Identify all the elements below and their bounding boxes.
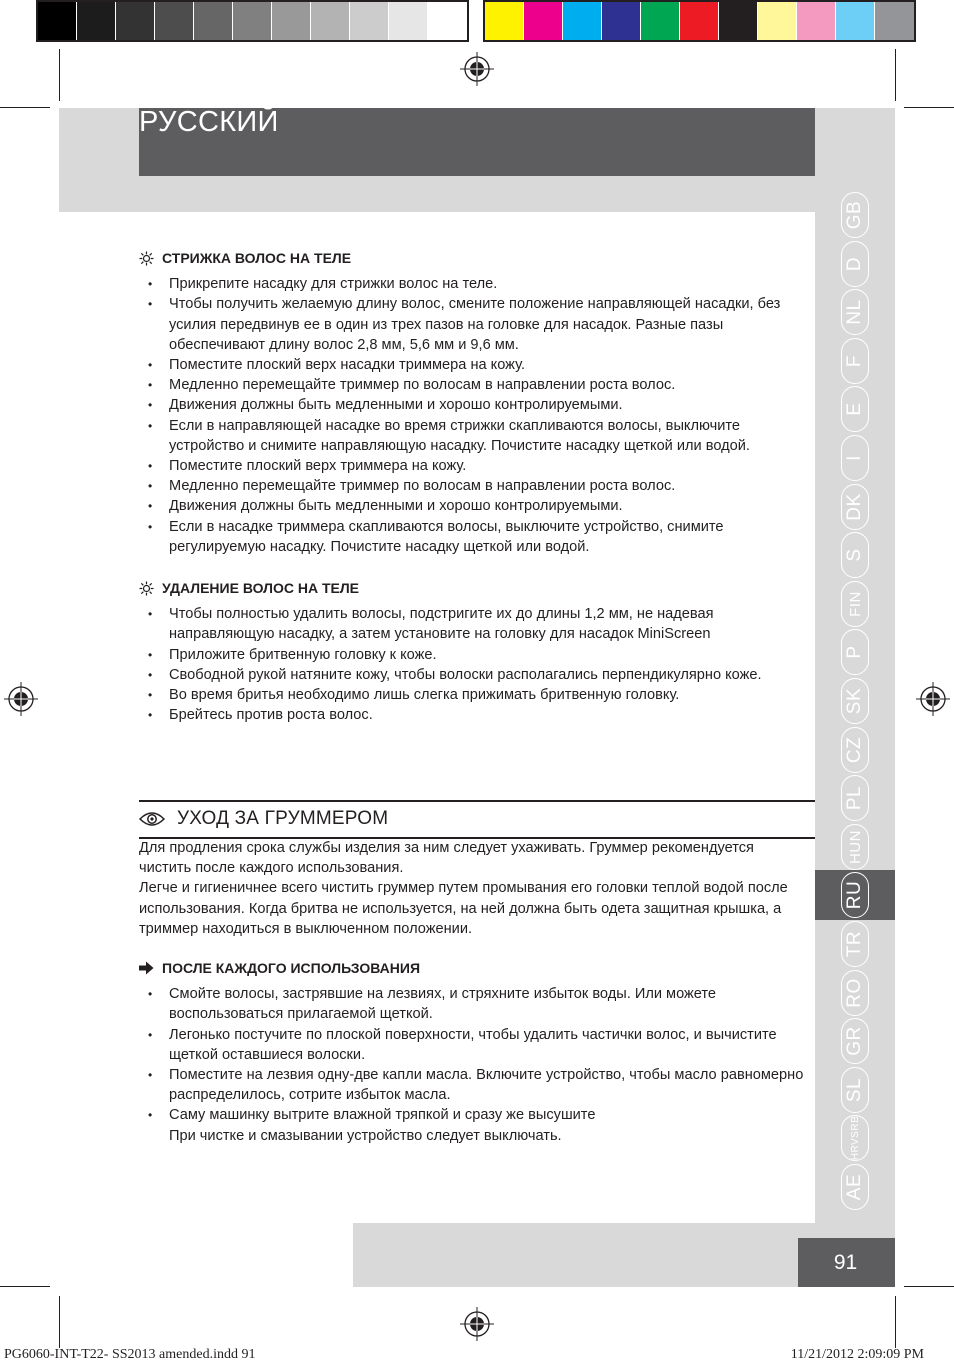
color-swatch bbox=[641, 2, 680, 40]
language-tab-dk[interactable] bbox=[815, 482, 895, 532]
list-item: • Поместите плоский верх насадки триммера на кожу. bbox=[139, 355, 807, 375]
list-item: • Легонько постучите по плоской поверхности, чтобы удалить частички волос, и вычистите щеткой оставшиеся волоски. bbox=[139, 1025, 807, 1065]
language-tab-label: S bbox=[841, 532, 869, 578]
list-item: • Поместите плоский верх триммера на кожу. bbox=[139, 456, 807, 476]
language-tab-label: CZ bbox=[841, 727, 869, 773]
language-tab-f[interactable] bbox=[815, 336, 895, 386]
divider bbox=[139, 800, 815, 802]
language-tab-hrv-srb[interactable] bbox=[815, 1113, 895, 1163]
after-use-section bbox=[139, 958, 807, 1146]
color-swatch bbox=[272, 2, 311, 40]
color-swatch bbox=[875, 2, 914, 40]
registration-mark-icon bbox=[460, 1307, 494, 1341]
language-tab-label: PL bbox=[841, 775, 869, 821]
language-tab-label: RO bbox=[841, 970, 869, 1016]
language-tab-nl[interactable] bbox=[815, 287, 895, 337]
language-tab-label: SK bbox=[841, 678, 869, 724]
list-item: • Саму машинку вытрите влажной тряпкой и сразу же высушите bbox=[139, 1105, 807, 1125]
list-item: • Если в направляющей насадке во время стрижки скапливаются волосы, выключите устройство и снимите направляющую насадку. Почистите насадку щеткой или водой. bbox=[139, 416, 807, 456]
list-item: • Движения должны быть медленными и хорошо контролируемыми. bbox=[139, 395, 807, 415]
language-tab-ru[interactable] bbox=[815, 870, 895, 920]
color-swatch bbox=[194, 2, 233, 40]
crop-mark bbox=[895, 49, 896, 101]
care-heading bbox=[139, 808, 388, 830]
timestamp: 11/21/2012 2:09:09 PM bbox=[790, 1347, 924, 1362]
language-tab-hun[interactable] bbox=[815, 822, 895, 872]
language-tab-d[interactable] bbox=[815, 239, 895, 289]
sun-icon bbox=[139, 251, 154, 266]
language-tab-label: FIN bbox=[841, 581, 869, 627]
color-swatch bbox=[563, 2, 602, 40]
language-tab-label: GR bbox=[841, 1018, 869, 1064]
grayscale-color-bar bbox=[36, 0, 469, 42]
language-tab-label: HUN bbox=[841, 824, 869, 870]
language-tab-label: I bbox=[841, 435, 869, 481]
color-swatch bbox=[350, 2, 389, 40]
list-item: • Свободной рукой натяните кожу, чтобы волоски располагались перпендикулярно коже. bbox=[139, 665, 807, 685]
bullet-list bbox=[139, 984, 807, 1125]
color-swatch bbox=[758, 2, 797, 40]
section-heading bbox=[139, 578, 807, 598]
color-swatch bbox=[77, 2, 116, 40]
crop-mark bbox=[0, 1286, 50, 1287]
language-tab-label: HRV SRB bbox=[841, 1115, 869, 1161]
care-heading-text: УХОД ЗА ГРУММЕРОМ bbox=[177, 808, 389, 829]
language-tab-sk[interactable] bbox=[815, 676, 895, 726]
section-heading-text: ПОСЛЕ КАЖДОГО ИСПОЛЬЗОВАНИЯ bbox=[162, 960, 421, 976]
language-tab-p[interactable] bbox=[815, 627, 895, 677]
crop-mark bbox=[895, 1296, 896, 1348]
list-item: • Приложите бритвенную головку к коже. bbox=[139, 645, 807, 665]
language-tab-label: F bbox=[841, 338, 869, 384]
section-heading bbox=[139, 958, 807, 978]
section-heading bbox=[139, 248, 807, 268]
registration-mark-icon bbox=[4, 682, 38, 716]
process-color-bar bbox=[483, 0, 916, 42]
bullet-list bbox=[139, 274, 807, 557]
color-swatch bbox=[389, 2, 428, 40]
language-tab-tr[interactable] bbox=[815, 919, 895, 969]
color-swatch bbox=[797, 2, 836, 40]
paragraph: Легче и гигиеничнее всего чистить груммер путем промывания его головки теплой водой после использования. Когда бритва не используется, на ней должна быть одета защитная крышка, а триммер находиться в выключенном положении. bbox=[139, 880, 788, 937]
section-heading-text: УДАЛЕНИЕ ВОЛОС НА ТЕЛЕ bbox=[162, 580, 359, 597]
language-tab-s[interactable] bbox=[815, 530, 895, 580]
language-tab-fin[interactable] bbox=[815, 579, 895, 629]
language-tab-label: GB bbox=[841, 192, 869, 238]
section-heading-text: СТРИЖКА ВОЛОС НА ТЕЛЕ bbox=[162, 250, 352, 266]
list-item: • Смойте волосы, застрявшие на лезвиях, и стряхните избыток воды. Или можете воспользоваться прилагаемой щеткой. bbox=[139, 984, 807, 1024]
page-title: РУССКИЙ bbox=[139, 106, 279, 138]
language-tab-ro[interactable] bbox=[815, 968, 895, 1018]
list-item: • Чтобы полностью удалить волосы, подстригите их до длины 1,2 мм, не надевая направляющую насадку, а затем установите на головку для насадок MiniScreen bbox=[139, 604, 807, 644]
registration-mark-icon bbox=[916, 682, 950, 716]
arrow-right-icon bbox=[139, 961, 154, 975]
language-tab-e[interactable] bbox=[815, 384, 895, 434]
list-item: • Прикрепите насадку для стрижки волос на теле. bbox=[139, 274, 807, 294]
language-tab-i[interactable] bbox=[815, 433, 895, 483]
registration-mark-icon bbox=[460, 52, 494, 86]
crop-mark bbox=[0, 107, 50, 108]
language-tab-ae[interactable] bbox=[815, 1162, 895, 1212]
note: При чистке и смазывании устройство следует выключать. bbox=[169, 1127, 562, 1144]
file-info: PG6060-INT-T22- SS2013 amended.indd 91 bbox=[4, 1347, 256, 1362]
language-tab-gr[interactable] bbox=[815, 1016, 895, 1066]
list-item: • Медленно перемещайте триммер по волосам в направлении роста волос. bbox=[139, 476, 807, 496]
color-swatch bbox=[428, 2, 467, 40]
color-swatch bbox=[680, 2, 719, 40]
list-item: • Медленно перемещайте триммер по волосам в направлении роста волос. bbox=[139, 375, 807, 395]
crop-mark bbox=[59, 1296, 60, 1348]
crop-mark bbox=[904, 107, 954, 108]
color-swatch bbox=[602, 2, 641, 40]
care-text bbox=[139, 838, 799, 939]
list-item: • Если в насадке триммера скапливаются волосы, выключите устройство, снимите регулируемую насадку. Почистите насадку щеткой или водой. bbox=[139, 517, 807, 557]
language-tab-sl[interactable] bbox=[815, 1065, 895, 1115]
paragraph: Для продления срока службы изделия за ним следует ухаживать. Груммер рекомендуется чистить после каждого использования. bbox=[139, 840, 754, 877]
language-tab-label: AE bbox=[841, 1164, 869, 1210]
page-number: 91 bbox=[798, 1238, 895, 1287]
language-tab-pl[interactable] bbox=[815, 773, 895, 823]
color-swatch bbox=[38, 2, 77, 40]
language-tab-cz[interactable] bbox=[815, 725, 895, 775]
crop-mark bbox=[59, 49, 60, 101]
sun-icon bbox=[139, 581, 154, 596]
language-tab-label: SL bbox=[841, 1067, 869, 1113]
color-swatch bbox=[524, 2, 563, 40]
eye-icon bbox=[139, 810, 165, 828]
color-swatch bbox=[836, 2, 875, 40]
language-tab-label: E bbox=[841, 386, 869, 432]
color-swatch bbox=[485, 2, 524, 40]
language-tab-label: DK bbox=[841, 484, 869, 530]
color-swatch bbox=[116, 2, 155, 40]
language-tab-label: RU bbox=[841, 872, 869, 918]
language-tab-gb[interactable] bbox=[815, 190, 895, 240]
list-item: • Поместите на лезвия одну-две капли масла. Включите устройство, чтобы масло равномерно распределилось, сотрите избыток масла. bbox=[139, 1065, 807, 1105]
bullet-list bbox=[139, 604, 807, 725]
language-tab-label: P bbox=[841, 629, 869, 675]
color-swatch bbox=[719, 2, 758, 40]
crop-mark bbox=[904, 1286, 954, 1287]
body-content bbox=[139, 248, 807, 725]
list-item: • Движения должны быть медленными и хорошо контролируемыми. bbox=[139, 496, 807, 516]
list-item: • Чтобы получить желаемую длину волос, смените положение направляющей насадки, без усилия передвинув ее в один из трех пазов на головке для насадок. Разные пазы обеспечивают длину волос 2,8 мм, 5,6 мм и 9,6 мм. bbox=[139, 294, 807, 355]
list-item: • Брейтесь против роста волос. bbox=[139, 705, 807, 725]
list-item: • Во время бритья необходимо лишь слегка прижимать бритвенную головку. bbox=[139, 685, 807, 705]
color-swatch bbox=[155, 2, 194, 40]
language-tab-label: NL bbox=[841, 289, 869, 335]
language-tab-label: TR bbox=[841, 921, 869, 967]
language-tab-label: D bbox=[841, 241, 869, 287]
color-swatch bbox=[233, 2, 272, 40]
color-swatch bbox=[311, 2, 350, 40]
